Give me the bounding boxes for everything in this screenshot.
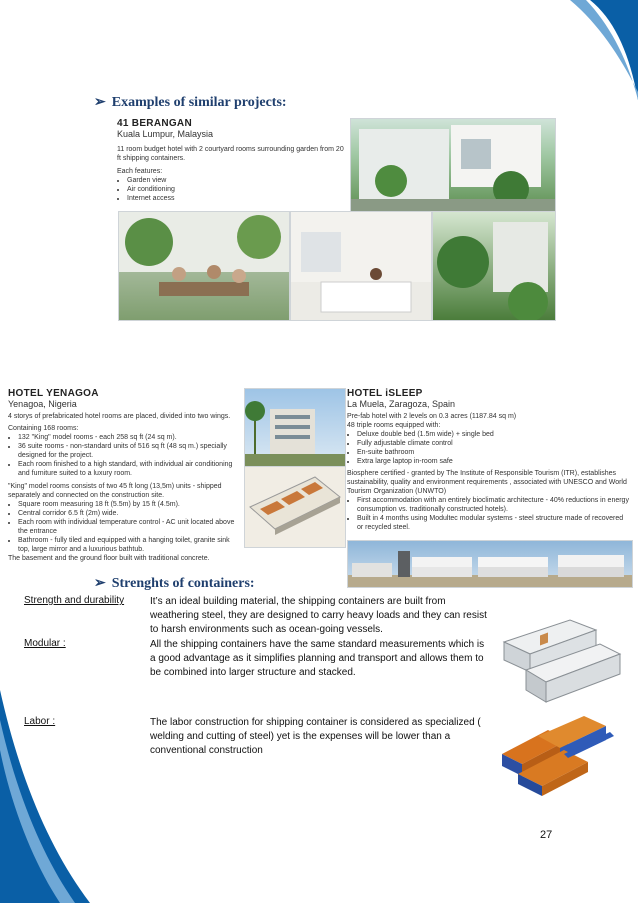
isleep-items2 (347, 496, 631, 532)
list-item: • Deluxe double bed (1.5m wide) + single bed (357, 430, 631, 439)
examples-heading: ➢ Examples of similar projects: (94, 95, 287, 110)
isleep-items (347, 430, 631, 466)
list-item: • Internet access (127, 194, 347, 203)
list-item: • Each room finished to a high standard, with individual air conditioning and furniture suited to a luxury room. (18, 460, 240, 478)
list-item: • Fully adjustable climate control (357, 439, 631, 448)
berangan-block (117, 118, 347, 203)
isleep-block (347, 388, 631, 532)
list-item: • Air conditioning (127, 185, 347, 194)
yenagoa-desc: 4 storys of prefabricated hotel rooms are placed, divided into two wings. (8, 413, 231, 420)
berangan-location: Kuala Lumpur, Malaysia (117, 129, 214, 139)
strength-label-durability: Strength and durability (24, 595, 125, 606)
strength-text-labor: The labor construction for shipping container is considered as specialized ( welding and cutting of steel) yet is the expenses will be lower than a conventional construction (150, 717, 481, 756)
yenagoa-title: HOTEL YENAGOA (8, 388, 99, 399)
berangan-features-label: Each features: (117, 168, 163, 175)
berangan-courtyard-photo (350, 118, 556, 212)
list-item: • Built in 4 months using Modultec modular systems - steel structure made of recovered or recycled steel. (357, 514, 631, 532)
berangan-bedroom-photo (290, 211, 432, 321)
list-item: • First accommodation with an entirely bioclimatic architecture - 40% reductions in energy consumption vs. traditionally constructed hotels). (357, 496, 631, 514)
arrow-bullet-icon: ➢ (94, 576, 106, 591)
list-item: • Bathroom - fully tiled and equipped with a hanging toilet, granite sink top, large mirror and a luxurious bathtub. (18, 536, 240, 554)
corner-decoration-top-right (560, 0, 638, 100)
list-item: • Extra large laptop in-room safe (357, 457, 631, 466)
berangan-garden-photo (432, 211, 556, 321)
strength-text-modular: All the shipping containers have the same standard measurements which is a good advantage as it simplifies planning and transport and allows them to be combined into larger structure and stacked. (150, 639, 485, 678)
isleep-biosphere: Biosphere certified - granted by The Institute of Responsible Tourism (ITR), establishes sustainability, quality and environment requirements , associated with UNESCO and World Tourism Organization (UNWTO) (347, 470, 627, 495)
yenagoa-containing: Containing 168 rooms: (8, 425, 79, 432)
list-item: • 132 "King" model rooms - each 258 sq ft (24 sq m). (18, 433, 240, 442)
arrow-bullet-icon: ➢ (94, 95, 106, 110)
strength-label-labor: Labor : (24, 716, 56, 727)
yenagoa-block (8, 388, 240, 563)
strength-text-durability: It’s an ideal building material, the shipping containers are built from weathering steel, they are designed to carry heavy loads and they can resist to harsh environments such as ocean-going vessels. (150, 596, 487, 635)
yenagoa-items (8, 433, 240, 478)
strength-label-modular: Modular : (24, 638, 66, 649)
list-item: • Each room with individual temperature control - AC unit located above the entrance (18, 518, 240, 536)
berangan-title: 41 BERANGAN (117, 118, 192, 129)
berangan-desc: 11 room budget hotel with 2 courtyard rooms surrounding garden from 20 ft shipping containers. (117, 146, 344, 162)
isleep-desc: Pre-fab hotel with 2 levels on 0.3 acres (1187.84 sq m) (347, 413, 517, 420)
isleep-title: HOTEL iSLEEP (347, 388, 423, 399)
isleep-rooms: 48 triple rooms equipped with: (347, 422, 441, 429)
yenagoa-king-note: "King" model rooms consists of two 45 ft long (13,5m) units - shipped separately and connected on the construction site. (8, 483, 222, 499)
yenagoa-items2 (8, 500, 240, 554)
berangan-features (117, 176, 347, 203)
modular-container-illustration (500, 612, 622, 708)
isleep-location: La Muela, Zaragoza, Spain (347, 399, 456, 409)
list-item: • Central corridor 6.5 ft (2m) wide. (18, 509, 240, 518)
list-item: • Square room measuring 18 ft (5.5m) by 15 ft (4.5m). (18, 500, 240, 509)
strengths-heading: ➢ Strenghts of containers: (94, 576, 255, 591)
list-item: • En-suite bathroom (357, 448, 631, 457)
yenagoa-building-photo (244, 388, 346, 468)
yenagoa-plan-render (244, 466, 346, 548)
list-item: • Garden view (127, 176, 347, 185)
page-number: 27 (540, 829, 553, 841)
yenagoa-location: Yenagoa, Nigeria (8, 399, 77, 409)
berangan-dining-photo (118, 211, 290, 321)
yenagoa-footer: The basement and the ground floor built with traditional concrete. (8, 555, 210, 562)
list-item: • 36 suite rooms - non-standard units of 516 sq ft (48 sq m.) specially designed for the project. (18, 442, 240, 460)
isleep-building-photo (347, 540, 633, 588)
stacked-containers-illustration (498, 714, 616, 798)
